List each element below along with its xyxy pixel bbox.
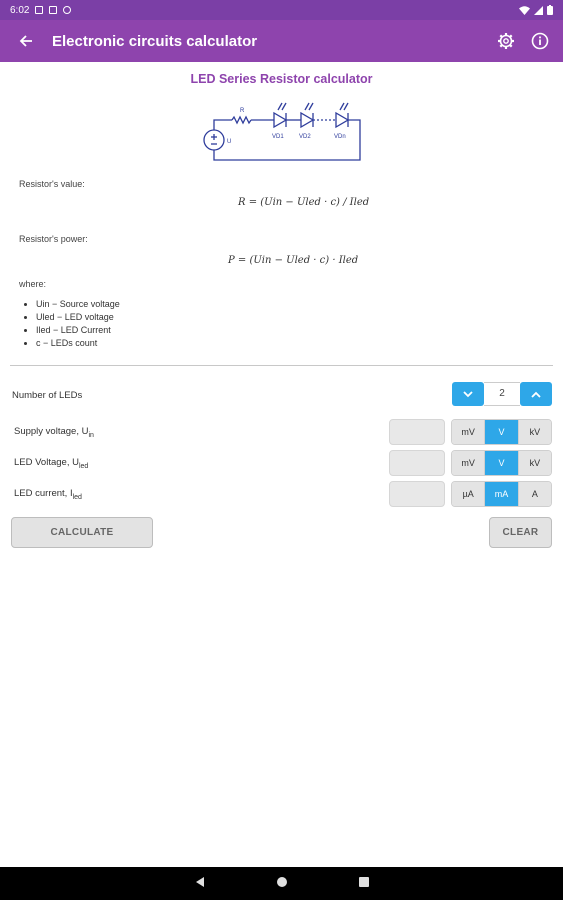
unit-v-button[interactable]: V: [485, 451, 518, 475]
led-current-label: LED current, $I_{led}$: [14, 488, 82, 501]
supply-voltage-label: Supply voltage, $U_{in}$: [14, 426, 94, 439]
nav-recents-icon: [358, 876, 370, 888]
led-current-input[interactable]: [389, 481, 445, 507]
battery-icon: [547, 5, 553, 15]
nav-recents-button[interactable]: [358, 875, 370, 893]
num-leds-label: Number of LEDs: [12, 390, 83, 401]
resistor-value-formula: R = (Uin − Uled · c) / Iled: [238, 197, 370, 208]
calculator-title: LED Series Resistor calculator: [190, 72, 373, 86]
unit-v-button[interactable]: V: [485, 420, 518, 444]
gear-icon: [497, 32, 515, 50]
unit-mv-button[interactable]: mV: [452, 451, 485, 475]
info-icon: [531, 32, 549, 50]
nav-home-icon: [276, 876, 288, 888]
back-button[interactable]: [0, 20, 52, 62]
legend-item: • Uin − Source voltage: [36, 299, 120, 309]
led-circuit-diagram: [198, 98, 368, 168]
legend-item: • Iled − LED Current: [36, 325, 120, 335]
unit-mv-button[interactable]: mV: [452, 420, 485, 444]
circuit-label-u: U: [227, 139, 232, 145]
supply-voltage-input[interactable]: [389, 419, 445, 445]
unit-kv-button[interactable]: kV: [519, 420, 551, 444]
resistor-power-formula: P = (Uin − Uled · c) · Iled: [228, 255, 359, 266]
app-title: Electronic circuits calculator: [52, 32, 258, 50]
wifi-icon: [519, 6, 530, 15]
status-time: 6:02: [10, 4, 30, 16]
decrement-button[interactable]: [452, 382, 484, 406]
notification-icon: [35, 6, 43, 14]
notification-icon: [63, 6, 71, 14]
calculate-button[interactable]: CALCULATE: [11, 517, 153, 548]
nav-back-button[interactable]: [194, 875, 206, 893]
increment-button[interactable]: [520, 382, 552, 406]
resistor-power-label: Resistor's power:: [19, 234, 88, 244]
supply-voltage-units: [451, 419, 552, 445]
num-leds-value[interactable]: 2: [484, 382, 520, 406]
info-button[interactable]: [529, 30, 551, 52]
divider: [10, 365, 553, 366]
resistor-value-label: Resistor's value:: [19, 179, 85, 189]
nav-home-button[interactable]: [276, 875, 288, 893]
unit-kv-button[interactable]: kV: [519, 451, 551, 475]
signal-icon: [534, 6, 543, 15]
chevron-down-icon: [463, 391, 473, 398]
calculator-content: [0, 62, 563, 538]
notification-icon: [49, 6, 57, 14]
status-bar: [0, 0, 563, 20]
led-voltage-units: [451, 450, 552, 476]
legend-item: • Uled − LED voltage: [36, 312, 120, 322]
unit-a-button[interactable]: A: [519, 482, 551, 506]
circuit-label-r: R: [240, 108, 245, 114]
where-label: where:: [19, 279, 47, 289]
led-current-units: [451, 481, 552, 507]
num-leds-stepper: [452, 382, 552, 406]
unit-ua-button[interactable]: µA: [452, 482, 485, 506]
variable-legend: [36, 299, 120, 351]
legend-item: • c − LEDs count: [36, 338, 120, 348]
led-voltage-label: LED Voltage, $U_{led}$: [14, 457, 89, 470]
circuit-label-vd1: VD1: [272, 134, 284, 140]
led-voltage-input[interactable]: [389, 450, 445, 476]
settings-button[interactable]: [495, 30, 517, 52]
nav-back-icon: [194, 876, 206, 888]
chevron-up-icon: [531, 391, 541, 398]
system-nav-bar: [0, 867, 563, 900]
circuit-label-vdn: VDn: [334, 134, 346, 140]
clear-button[interactable]: CLEAR: [489, 517, 552, 548]
arrow-back-icon: [19, 34, 33, 48]
unit-ma-button[interactable]: mA: [485, 482, 518, 506]
app-bar: [0, 20, 563, 62]
circuit-label-vd2: VD2: [299, 134, 311, 140]
